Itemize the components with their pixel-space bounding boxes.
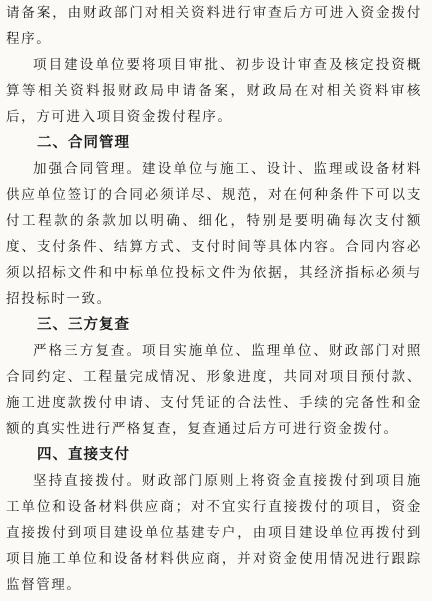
section-heading-direct-payment: 四、直接支付 [37, 447, 130, 463]
intro-continuation-paragraph: 请备案，由财政部门对相关资料进行审查后方可进入资金拨付程序。 [6, 5, 422, 47]
section-heading-contract-management: 二、合同管理 [37, 135, 130, 151]
section-body-tripartite-review: 严格三方复查。项目实施单位、监理单位、财政部门对照合同约定、工程量完成情况、形象进度，共同对项目预付款、施工进度款拨付申请、支付凭证的合法性、手续的完备性和金额的真实性进行严格复查，复查通过后方可进行资金拨付。 [6, 343, 422, 437]
section-body-direct-payment: 坚持直接拨付。财政部门原则上将资金直接拨付到项目施工单位和设备材料供应商；对不宜实行直接拨付的项目，资金直接拨付到项目建设单位基建专户，由项目建设单位再拨付到项目施工单位和设备材料供应商，并对资金使用情况进行跟踪监督管理。 [6, 473, 422, 593]
section-body-contract-management: 加强合同管理。建设单位与施工、设计、监理或设备材料供应单位签订的合同必须详尽、规范，对在何种条件下可以支付工程款的条款加以明确、细化，特别是要明确每次支付额度、支付条件、结算方式、支付时间等具体内容。合同内容必须以招标文件和中标单位投标文件为依据，其经济指标必须与招投标时一致。 [6, 161, 422, 307]
intro-paragraph: 项目建设单位要将项目审批、初步设计审查及核定投资概算等相关资料报财政局申请备案，财政局在对相关资料审核后，方可进入项目资金拨付程序。 [6, 57, 422, 125]
section-heading-tripartite-review: 三、三方复查 [37, 317, 130, 333]
